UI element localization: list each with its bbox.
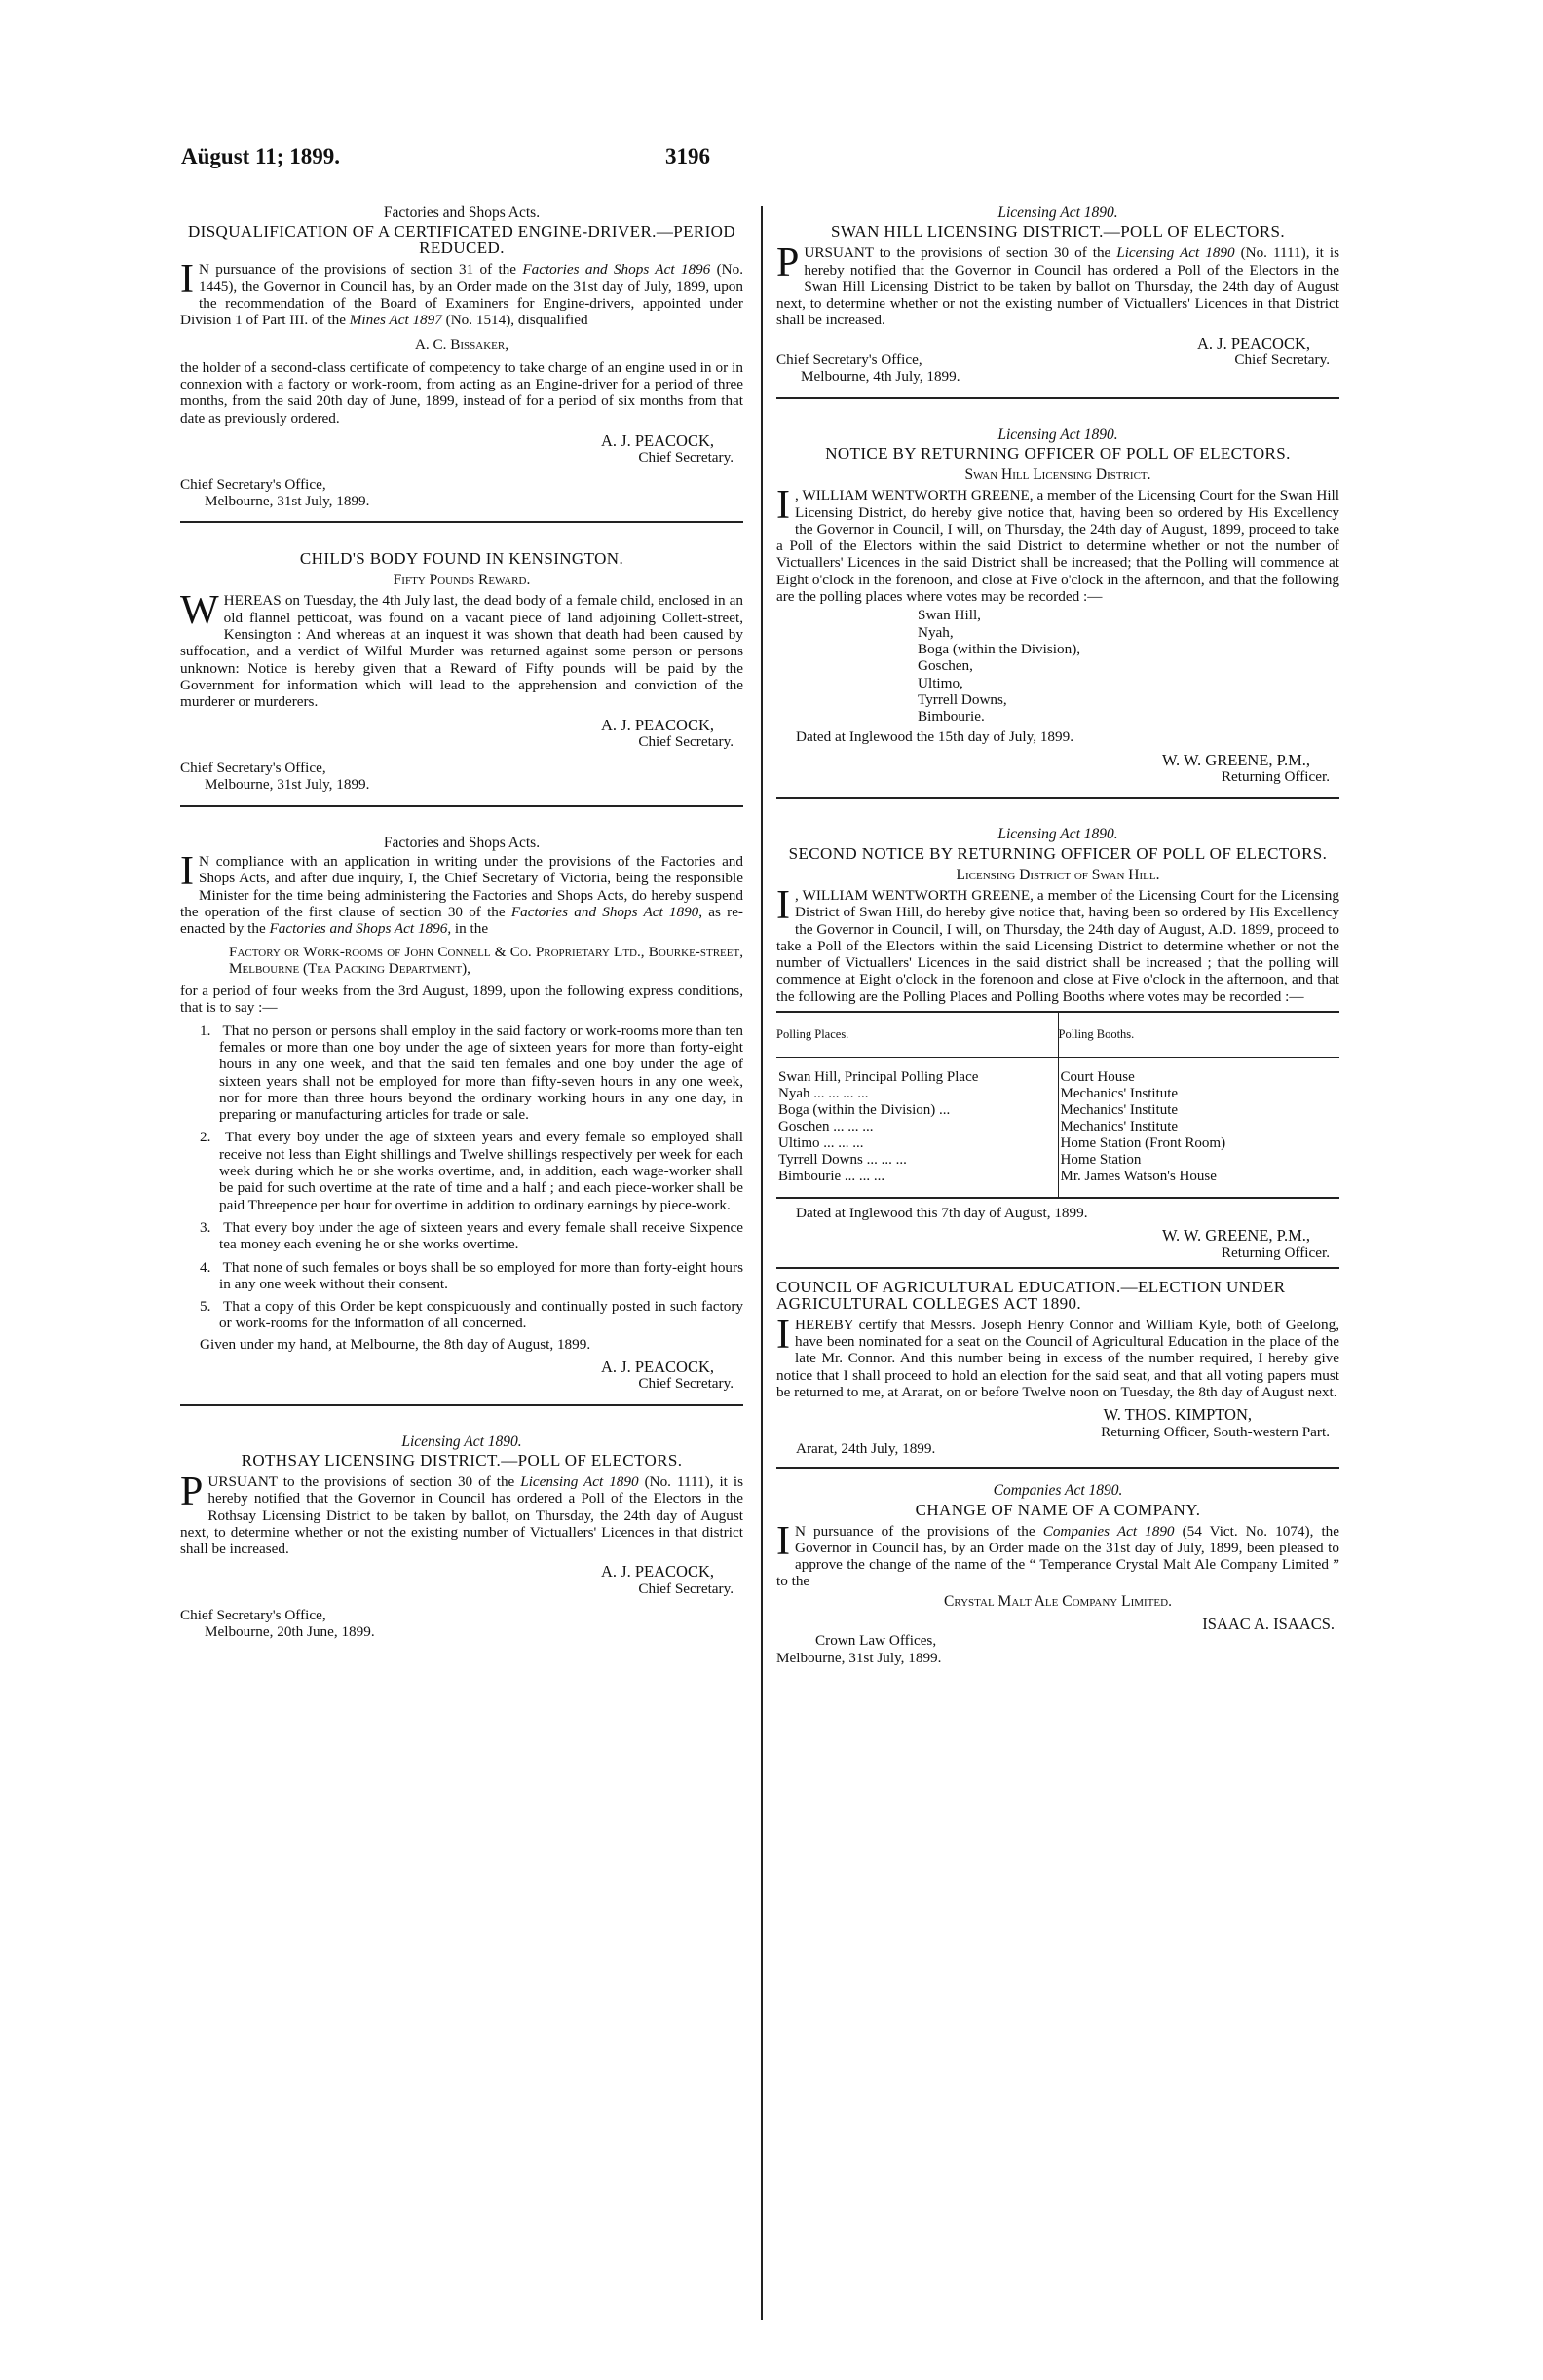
notice-body xyxy=(180,1469,743,1558)
notice-rothsay-poll xyxy=(180,1433,743,1641)
section-rule xyxy=(776,1267,1339,1269)
act-heading: Factories and Shops Acts. xyxy=(383,205,541,221)
notice-title: CHILD'S BODY FOUND IN KENSINGTON. xyxy=(299,549,624,569)
polling-place-cell: Ultimo ... ... ... xyxy=(776,1135,1058,1152)
condition-item xyxy=(180,1023,743,1124)
polling-place: Ultimo, xyxy=(918,674,963,691)
notice-factory-suspension xyxy=(180,835,743,1393)
drop-cap: I xyxy=(180,257,194,303)
table-row xyxy=(776,1086,1339,1102)
polling-place: Bimbourie. xyxy=(918,708,985,725)
office-line: Chief Secretary's Office, xyxy=(776,352,922,369)
drop-cap: I xyxy=(776,483,790,529)
signatory-title: Chief Secretary. xyxy=(638,732,734,750)
notice-body xyxy=(180,849,743,938)
drop-cap: I xyxy=(776,1518,790,1564)
notice-body xyxy=(776,1312,1339,1401)
condition-text: That no person or persons shall employ in the said factory or work-rooms more than ten females or more than one boy under the age of sixteen years for more than forty-eight hours in any one week, and that the said ten females and one boy under the age of sixteen years shall not be employed for more than fifty-seven hours in any one week, nor for more than three hours beyond the ordinary working hours in any one day, in preparing or manufacturing articles for trade or sale. xyxy=(219,1022,743,1124)
signatory-name: A. J. PEACOCK, xyxy=(601,1562,714,1581)
office-line: Chief Secretary's Office, xyxy=(180,475,326,493)
table-row xyxy=(776,1119,1339,1135)
act-reference: Licensing Act 1890 xyxy=(1116,244,1235,262)
notice-engine-driver-disqualification xyxy=(180,205,743,509)
signatory-title: Chief Secretary. xyxy=(638,1580,734,1597)
column-divider xyxy=(761,206,763,2320)
section-rule xyxy=(180,521,743,523)
notice-title: CHANGE OF NAME OF A COMPANY. xyxy=(915,1500,1201,1519)
polling-table xyxy=(776,1011,1339,1199)
page-header xyxy=(181,144,1340,173)
table-row xyxy=(776,1169,1339,1198)
signatory-title: Chief Secretary. xyxy=(638,1375,734,1393)
notice-returning-officer xyxy=(776,427,1339,786)
polling-booth-cell: Home Station xyxy=(1060,1151,1142,1168)
signatory-name: A. J. PEACOCK, xyxy=(601,430,714,450)
place-date: Melbourne, 20th June, 1899. xyxy=(205,1623,375,1641)
condition-number: 5. xyxy=(200,1298,211,1316)
body-text: , WILLIAM WENTWORTH GREENE, a member of the Licensing Court for the Licensing District of Swan Hill, do hereby give notice that, having been so ordered by His Excellency the Governor in Council, I will, on Thursday, the 24th day of August, A.D. 1899, proceed to take a Poll of the Electors within the said Licensing District to determine whether or not the number of Victuallers' Licences in the said district shall be increased ; that the polling will commence at Eight o'clock in the forenoon and close at Five o'clock in the afternoon, and that the following are the Polling Places and Polling Booths where votes may be recorded :— xyxy=(776,886,1339,1005)
polling-place-cell: Swan Hill, Principal Polling Place xyxy=(776,1057,1058,1086)
condition-number: 3. xyxy=(200,1218,211,1236)
condition-text: That every boy under the age of sixteen years and every female shall receive Sixpence tea money each evening he or she works overtime. xyxy=(219,1218,743,1253)
notice-body-continued: the holder of a second-class certificate of competency to take charge of an engine used in or in connexion with a factory or work-room, from acting as an Engine-driver for a period of three months, from the said 20th day of June, 1899, instead of for a period of six months from that date as previously ordered. xyxy=(180,358,743,427)
table-row xyxy=(776,1102,1339,1119)
signatory-name: ISAAC A. ISAACS. xyxy=(1202,1615,1335,1634)
body-text: N pursuance of the provisions of section 31 of the xyxy=(199,261,523,279)
disqualified-person: A. C. Bissaker, xyxy=(414,336,509,353)
body-text: URSUANT to the provisions of section 30 of the xyxy=(804,244,1117,262)
page-number: 3196 xyxy=(665,144,710,168)
signatory-name: A. J. PEACOCK, xyxy=(601,1357,714,1377)
signatory-name: W. W. GREENE, P.M., xyxy=(1161,1226,1310,1246)
table-row xyxy=(776,1135,1339,1152)
place-date: Melbourne, 31st July, 1899. xyxy=(205,776,370,794)
notice-subtitle: Swan Hill Licensing District. xyxy=(964,465,1151,483)
place-date: Melbourne, 31st July, 1899. xyxy=(205,492,370,509)
notice-title: SWAN HILL LICENSING DISTRICT.—POLL OF ELECTORS. xyxy=(831,222,1285,242)
notice-title: NOTICE BY RETURNING OFFICER OF POLL OF ELECTORS. xyxy=(825,443,1291,463)
act-reference: Mines Act 1897 xyxy=(349,312,442,329)
section-rule xyxy=(776,1467,1339,1469)
notice-title: ROTHSAY LICENSING DISTRICT.—POLL OF ELECTORS. xyxy=(241,1450,683,1469)
polling-place-cell: Tyrrell Downs ... ... ... xyxy=(776,1152,1058,1169)
signatory-name: W. W. GREENE, P.M., xyxy=(1161,750,1310,769)
body-text: , as re-enacted by the xyxy=(180,903,743,938)
polling-booth-cell: Mr. James Watson's House xyxy=(1058,1169,1339,1198)
notice-swan-hill-poll xyxy=(776,205,1339,386)
drop-cap: I xyxy=(180,849,194,895)
act-heading: Licensing Act 1890. xyxy=(401,1432,522,1450)
act-reference: Factories and Shops Act 1896 xyxy=(269,920,448,938)
notice-title: SECOND NOTICE BY RETURNING OFFICER OF POLL OF ELECTORS. xyxy=(788,843,1328,863)
body-text: N pursuance of the provisions of the xyxy=(795,1522,1043,1540)
notice-childs-body xyxy=(180,550,743,794)
dated-line: Dated at Inglewood the 15th day of July, 1899. xyxy=(796,728,1073,746)
notice-second-returning-officer xyxy=(776,826,1339,1261)
body-text: , in the xyxy=(447,920,489,938)
drop-cap: P xyxy=(180,1469,204,1514)
condition-item xyxy=(180,1219,743,1253)
column-header-polling-booths: Polling Booths. xyxy=(1058,1012,1339,1058)
signatory-title: Chief Secretary. xyxy=(638,449,734,466)
condition-item xyxy=(180,1259,743,1293)
polling-places-list xyxy=(776,607,1339,725)
condition-text: That every boy under the age of sixteen years and every female so employed shall receive not less than Eight shillings and Twelve shillings respectively per week for each week during which he or she works overtime, and, in addition, each wage-worker shall be paid for such overtime at the rate of time and a half ; and each piece-worker shall be paid Threepence per hour for overtime in addition to ordinary earnings by piece-work. xyxy=(219,1129,744,1213)
gazette-date: Aügust 11; 1899. xyxy=(181,144,340,168)
condition-item xyxy=(180,1298,743,1332)
body-text: URSUANT to the provisions of section 30 of the xyxy=(207,1472,521,1490)
left-column xyxy=(180,205,743,1641)
signatory-title: Returning Officer. xyxy=(1221,1244,1330,1261)
notice-title: COUNCIL OF AGRICULTURAL EDUCATION.—ELECTION UNDER AGRICULTURAL COLLEGES ACT 1890. xyxy=(776,1277,1286,1313)
new-company-name: Crystal Malt Ale Company Limited. xyxy=(944,1592,1172,1610)
signatory-title: Returning Officer, South-western Part. xyxy=(1101,1423,1330,1440)
section-rule xyxy=(180,805,743,807)
office-line: Chief Secretary's Office, xyxy=(180,760,326,777)
drop-cap: I xyxy=(776,882,790,928)
body-text: , WILLIAM WENTWORTH GREENE, a member of the Licensing Court for the Swan Hill Licensing District, do hereby give notice that, having been so ordered by His Excellency the Governor in Council, I will, on Thursday, the 24th day of August, 1899, proceed to take a Poll of the Electors within the said District to determine whether or not the number of Victuallers' Licences in the said District shall be increased; that the Polling will commence at Eight o'clock in the forenoon, and close at Five o'clock in the afternoon, and that the following are the polling places where votes may be recorded :— xyxy=(776,487,1339,606)
polling-place-cell: Nyah ... ... ... ... xyxy=(776,1086,1058,1102)
act-heading: Licensing Act 1890. xyxy=(997,826,1118,843)
act-heading: Licensing Act 1890. xyxy=(997,205,1118,221)
office-line: Chief Secretary's Office, xyxy=(180,1607,326,1623)
act-reference: Companies Act 1890 xyxy=(1042,1522,1175,1540)
notice-body-continued: for a period of four weeks from the 3rd August, 1899, upon the following express conditions, that is to say :— xyxy=(180,983,743,1017)
signatory-name: W. THOS. KIMPTON, xyxy=(1103,1405,1252,1425)
act-reference: Factories and Shops Act 1890 xyxy=(510,903,699,920)
section-rule xyxy=(776,397,1339,399)
polling-place: Swan Hill, xyxy=(918,607,981,624)
polling-place: Boga (within the Division), xyxy=(918,640,1081,657)
polling-booth-cell: Mechanics' Institute xyxy=(1060,1118,1179,1134)
act-heading: Licensing Act 1890. xyxy=(997,426,1118,443)
drop-cap: W xyxy=(180,588,219,634)
drop-cap: P xyxy=(776,241,800,286)
condition-number: 4. xyxy=(200,1258,211,1276)
signatory-name: A. J. PEACOCK, xyxy=(601,715,714,734)
signatory-name: A. J. PEACOCK, xyxy=(1197,333,1310,353)
notice-subtitle: Licensing District of Swan Hill. xyxy=(956,866,1160,883)
polling-booth-cell: Mechanics' Institute xyxy=(1060,1101,1179,1118)
drop-cap: I xyxy=(776,1312,790,1357)
polling-place: Tyrrell Downs, xyxy=(918,690,1007,708)
body-text: (No. 1514), disqualified xyxy=(441,312,588,329)
office-and-title-row xyxy=(776,352,1339,368)
condition-number: 2. xyxy=(200,1129,211,1146)
act-heading: Companies Act 1890. xyxy=(993,1482,1123,1500)
notice-body xyxy=(776,882,1339,1005)
dated-line: Dated at Inglewood this 7th day of August, 1899. xyxy=(796,1204,1088,1221)
place-date: Ararat, 24th July, 1899. xyxy=(796,1439,936,1457)
body-text: (54 Vict. No. 1074), the Governor in Council has, by an Order made on the 31st day of July, 1899, been pleased to approve the change of the name of the “ Temperance Crystal Malt Ale Company Limited ” to the xyxy=(776,1522,1340,1590)
notice-body xyxy=(180,588,743,711)
body-text: (No. 1111), it is hereby notified that the Governor in Council has ordered a Poll of the Electors in the Swan Hill Licensing District to be taken by ballot on Thursday, the 24th day of August next, to determine whether or not the existing number of Victuallers' Licences in that District shall be increased. xyxy=(776,244,1339,329)
table-row xyxy=(776,1057,1339,1086)
body-text: (No. 1445), the Governor in Council has, by an Order made on the 31st day of July, 1899, upon the recommendation of the Board of Examiners for Engine-drivers, appointed under Division 1 of Part III. of the xyxy=(180,261,743,329)
polling-place-cell: Bimbourie ... ... ... xyxy=(776,1169,1058,1198)
polling-place-cell: Goschen ... ... ... xyxy=(776,1119,1058,1135)
act-reference: Factories and Shops Act 1896 xyxy=(522,261,711,279)
place-date: Melbourne, 31st July, 1899. xyxy=(776,1649,942,1666)
polling-table-body xyxy=(776,1057,1339,1198)
place-date: Melbourne, 4th July, 1899. xyxy=(801,368,960,386)
given-line: Given under my hand, at Melbourne, the 8th day of August, 1899. xyxy=(200,1335,591,1353)
notice-subtitle: Fifty Pounds Reward. xyxy=(393,572,531,589)
act-heading: Factories and Shops Acts. xyxy=(383,834,541,851)
notice-body xyxy=(180,257,743,329)
notice-agricultural-council xyxy=(776,1279,1339,1457)
condition-text: That none of such females or boys shall be so employed for more than forty-eight hours in any one week without their consent. xyxy=(219,1258,743,1292)
factory-name: Factory or Work-rooms of John Connell & Co. Proprietary Ltd., Bourke-street, Melbourne (Tea Packing Department), xyxy=(229,943,743,977)
table-header-row xyxy=(776,1012,1339,1058)
body-text: (No. 1111), it is hereby notified that the Governor in Council has ordered a Poll of the Electors in the Rothsay Licensing District to be taken by ballot, on Thursday, the 24th day of August next, to determine whether or not the existing number of Victuallers' Licences in that district shall be increased. xyxy=(180,1472,743,1558)
notice-title: DISQUALIFICATION OF A CERTIFICATED ENGINE-DRIVER.—PERIOD REDUCED. xyxy=(187,222,736,258)
conditions-list xyxy=(180,1023,743,1332)
right-column xyxy=(776,205,1339,1666)
polling-booth-cell: Court House xyxy=(1060,1068,1135,1085)
body-text: N compliance with an application in writing under the provisions of the Factories and Shops Acts, and after due inquiry, I, the Chief Secretary of Victoria, being the responsible Minister for the time being administering the Factories and Shops Acts, do hereby suspend the operation of the first clause of section 30 of the xyxy=(180,853,743,920)
notice-body xyxy=(776,241,1339,329)
section-rule xyxy=(180,1404,743,1406)
body-text: HEREBY certify that Messrs. Joseph Henry Connor and William Kyle, both of Geelong, have been nominated for a seat on the Council of Agricultural Education in the place of the late Mr. Connor. And this number being in excess of the number required, I hereby give notice that I shall proceed to hold an election for the said seat, and that all voting papers must be returned to me, at Ararat, on or before Twelve noon on Tuesday, the 8th day of August next. xyxy=(776,1316,1339,1401)
section-rule xyxy=(776,797,1339,799)
column-header-polling-places: Polling Places. xyxy=(776,1012,1058,1058)
table-row xyxy=(776,1152,1339,1169)
condition-text: That a copy of this Order be kept conspicuously and continually posted in such factory or work-rooms for the information of all concerned. xyxy=(219,1298,743,1332)
signatory-title: Chief Secretary. xyxy=(1234,352,1330,369)
polling-place: Nyah, xyxy=(918,623,954,641)
act-reference: Licensing Act 1890 xyxy=(520,1472,639,1490)
signatory-title: Returning Officer. xyxy=(1221,768,1330,786)
condition-item xyxy=(180,1129,743,1212)
notice-company-name-change xyxy=(776,1482,1339,1666)
body-text: HEREAS on Tuesday, the 4th July last, the dead body of a female child, enclosed in an old flannel petticoat, was found on a vacant piece of land adjoining Collett-street, Kensington : And whereas at an inquest it was shown that death had been caused by suffocation, and a verdict of Wilful Murder was returned against some person or persons unknown: Notice is hereby given that a Reward of Fifty pounds will be paid by the Government for information which will lead to the apprehension and conviction of the murderer or murderers. xyxy=(180,592,743,711)
polling-booth-cell: Mechanics' Institute xyxy=(1060,1085,1179,1101)
office-line: Crown Law Offices, xyxy=(815,1632,937,1650)
notice-body xyxy=(776,483,1339,606)
condition-number: 1. xyxy=(200,1022,211,1039)
polling-booth-cell: Home Station (Front Room) xyxy=(1060,1134,1226,1151)
polling-place: Goschen, xyxy=(918,657,973,675)
notice-body xyxy=(776,1518,1340,1590)
polling-place-cell: Boga (within the Division) ... xyxy=(776,1102,1058,1119)
